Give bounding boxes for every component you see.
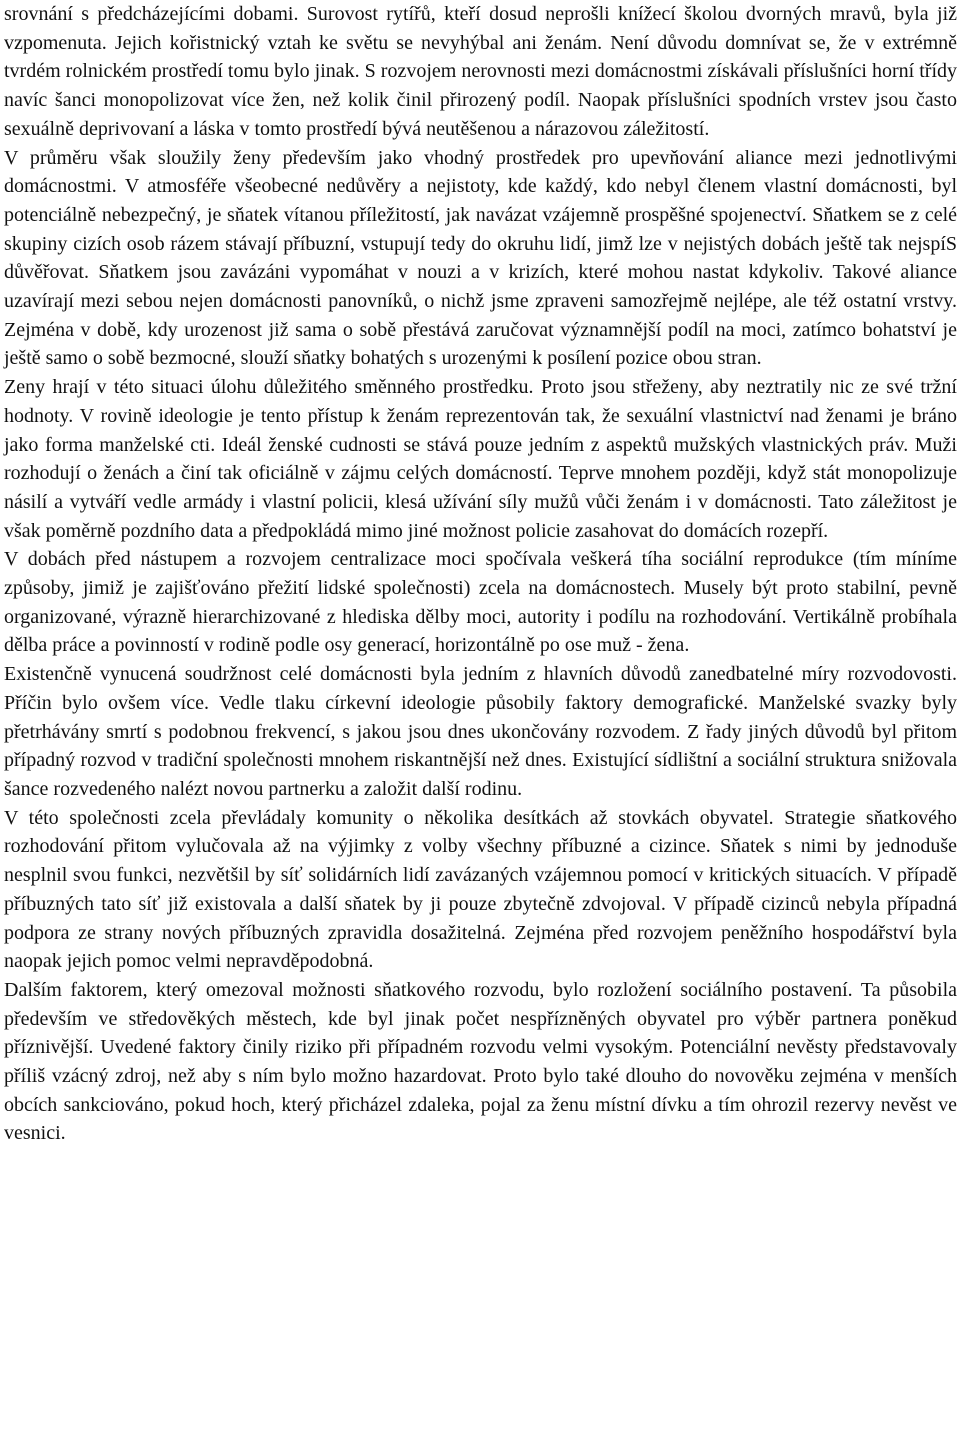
paragraph-4: V dobách před nástupem a rozvojem centralizace moci spočívala veškerá tíha sociální reprodukce (tím míníme způsoby, jimiž je zajišťováno přežití lidské společnosti) zcela na domácnostech. Musely být proto stabilní, pevně organizované, výrazně hierarchizované z hlediska dělby moci, autority i podílu na rozhodování. Vertikálně probíhala dělba práce a povinností v rodině podle osy generací, horizontálně po ose muž - žena. — [4, 548, 957, 657]
paragraph-6: V této společnosti zcela převládaly komunity o několika desítkách až stovkách obyvatel. Strategie sňatkového rozhodování přitom vylučovala až na výjimky z volby všechny příbuzné a cizince. Sňatek s nimi by jednoduše nesplnil svou funkci, nezvětšil by síť solidárních lidí zavázaných vzájemnou pomocí v kritických situacích. V případě příbuzných tato síť již existovala a další sňatek by ji pouze zbytečně zdvojoval. V případě cizinců nebyla případná podpora ze strany nových příbuzných zpravidla dosažitelná. Zejména před rozvojem peněžního hospodářství byla naopak jejich pomoc velmi nepravděpodobná. — [4, 806, 957, 973]
paragraph-2: V průměru však sloužily ženy především jako vhodný prostředek pro upevňování aliance mezi jednotlivými domácnostmi. V atmosféře všeobecné nedůvěry a nejistoty, kde každý, kdo nebyl členem vlastní domácnosti, byl potenciálně nebezpečný, je sňatek vítanou příležitostí, jak navázat vzájemně prospěšné spojenectví. Sňatkem se z celé skupiny cizích osob rázem stávají příbuzní, vstupují tedy do okruhu lidí, jimž lze v nejistých dobách ještě tak nejspíS důvěřovat. Sňatkem jsou zavázáni vypomáhat v nouzi a v krizích, které mohou nastat kdykoliv. Takové aliance uzavírají mezi sebou nejen domácnosti panovníků, o nichž jsme zpraveni samozřejmě nejlépe, ale též ostatní vrstvy. Zejména v době, kdy urozenost již sama o sobě přestává zaručovat významnější podíl na moci, zatímco bohatství je ještě samo o sobě bezmocné, slouží sňatky bohatých s urozenými k posílení pozice obou stran. — [4, 146, 957, 370]
paragraph-3: Zeny hrají v této situaci úlohu důležitého směnného prostředku. Proto jsou střeženy, aby neztratily nic ze své tržní hodnoty. V rovině ideologie je tento přístup k ženám reprezentován tak, že sexuální vlastnictví nad ženami je bráno jako forma manželské cti. Ideál ženské cudnosti se stává pouze jedním z aspektů mužských vlastnických práv. Muži rozhodují o ženách a činí tak oficiálně v zájmu celých domácností. Teprve mnohem později, když stát monopolizuje násilí a vytváří vedle armády i vlastní policii, klesá užívání síly mužů vůči ženám i v domácnosti. Tato záležitost je však poměrně pozdního data a předpokládá mimo jiné možnost policie zasahovat do domácích rozepří. — [4, 376, 957, 542]
paragraph-5: Existenčně vynucená soudržnost celé domácnosti byla jedním z hlavních důvodů zanedbatelné míry rozvodovosti. Příčin bylo ovšem více. Vedle tlaku církevní ideologie působily faktory demografické. Manželské svazky byly přetrhávány smrtí s podobnou frekvencí, s jakou jsou dnes ukončovány rozvodem. Z řady jiných důvodů byl přitom případný rozvod v tradiční společnosti mnohem riskantnější než dnes. Existující sídlištní a sociální struktura snižovala šance rozvedeného nalézt novou partnerku a založit další rodinu. — [4, 663, 957, 800]
paragraph-7: Dalším faktorem, který omezoval možnosti sňatkového rozvodu, bylo rozložení sociálního postavení. Ta působila především ve středověkých městech, kde byl jinak počet nespřízněných obyvatel pro výběr partnera poněkud příznivější. Uvedené faktory činily riziko při případném rozvodu velmi vysokým. Potenciální nevěsty představovaly příliš vzácný zdroj, než aby s ním bylo možno hazardovat. Proto bylo také dlouho do novověku zejména v menších obcích sankciováno, pokud hoch, který přicházel zdaleka, pojal za ženu místní dívku a tím ohrozil rezervy nevěst ve vesnici. — [4, 978, 957, 1145]
paragraph-1: srovnání s předcházejícími dobami. Surovost rytířů, kteří dosud neprošli knížecí školou dvorných mravů, byla již vzpomenuta. Jejich kořistnický vztah ke světu se nevyhýbal ani ženám. Není důvodu domnívat se, že v extrémně tvrdém rolnickém prostředí tomu bylo jinak. S rozvojem nerovnosti mezi domácnostmi získávali příslušníci horní třídy navíc šanci monopolizovat více žen, než kolik činil přirozený podíl. Naopak příslušníci spodních vrstev jsou často sexuálně deprivovaní a láska v tomto prostředí bývá neutěšenou a nárazovou záležitostí. — [4, 3, 957, 140]
